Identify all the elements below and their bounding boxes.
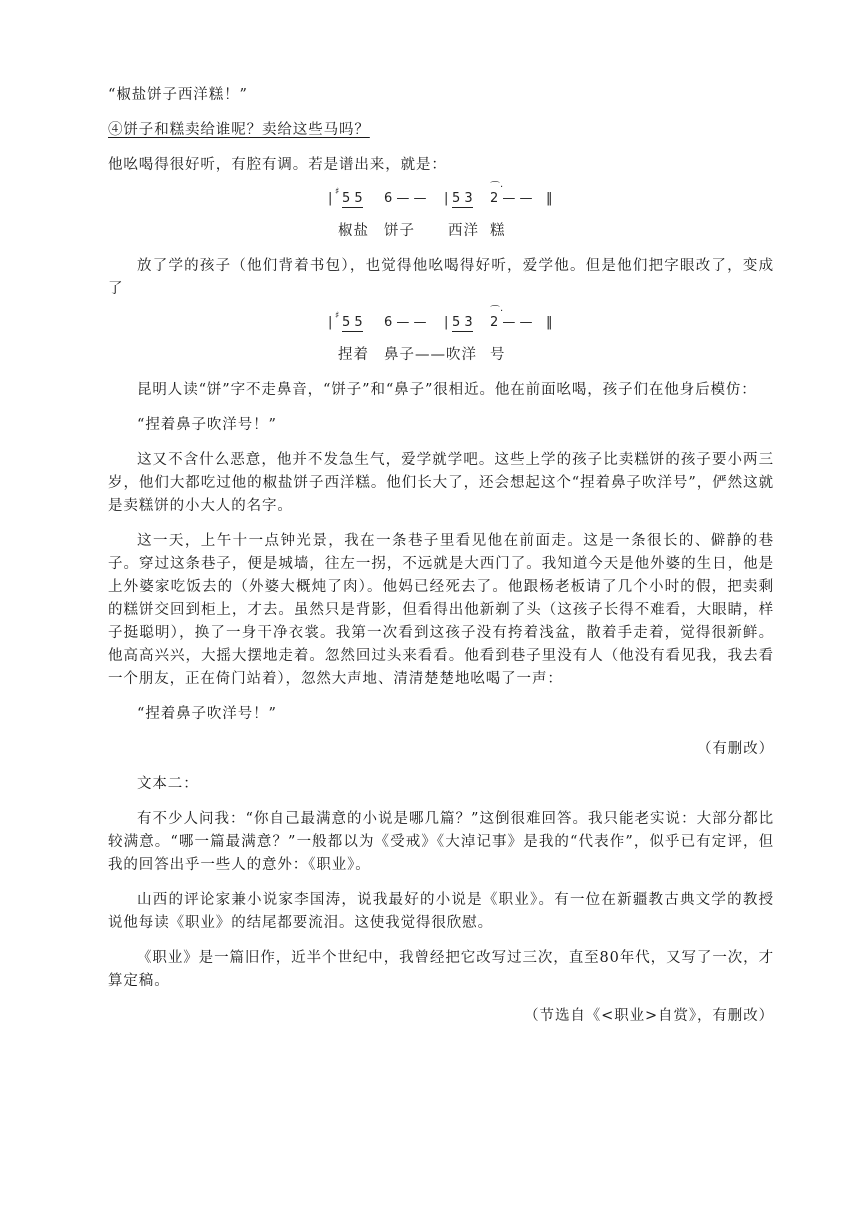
score-1-barline-start: | [328,191,333,206]
document-body [108,84,774,1040]
fermata-icon: ⌒· [490,182,504,193]
score-2-lyrics [328,343,568,367]
score-2-barline-mid: | [444,315,449,330]
score-2-notes [328,306,568,337]
score-2-lyric: 鼻子——吹洋 [384,347,477,363]
score-1-notes-53: 5 3 [452,191,473,206]
text-two-label: 文本二： [137,776,199,792]
score-2-barline-start: | [328,315,333,330]
score-2-notes-55: 5 5 [342,315,363,330]
note-source: （节选自《<职业>自赏》，有删改） [524,1008,774,1024]
score-1-notes-2: 2 — — [490,191,533,206]
paragraph-kunming: 昆明人读“饼”字不走鼻音，“饼子”和“鼻子”很相近。他在前面吆喝，孩子们在他身后模仿： [137,382,757,398]
score-2-lyric: 捏着 [338,347,369,363]
music-score-2 [328,306,568,373]
score-2-lyric: 号 [490,347,506,363]
quote-cry-3: “捏着鼻子吹洋号！” [137,706,277,722]
paragraph-tune: 他吆喝得很好听，有腔有调。若是谱出来，就是： [108,157,447,173]
paragraph-critic: 山西的评论家兼小说家李国涛，说我最好的小说是《职业》。有一位在新疆教古典文学的教授说他每读《职业》的结尾都要流泪。这使我觉得很欣慰。 [108,892,774,931]
score-1-lyric: 饼子 [384,223,415,239]
score-2-notes-6: 6 — — [384,315,427,330]
fermata-icon: ⌒· [490,306,504,317]
quote-cry-1: “椒盐饼子西洋糕！” [108,87,248,103]
score-1-sharp: ♯ [335,187,340,197]
note-abridged: （有删改） [697,741,774,757]
question-4-text: ④饼子和糕卖给谁呢？卖给这些马吗？ [108,122,370,138]
score-1-lyric: 椒盐 [338,223,369,239]
quote-cry-2: “捏着鼻子吹洋号！” [137,417,277,433]
score-1-lyric: 西洋 [448,223,479,239]
score-1-barline-end: ‖ [546,191,553,206]
score-2-barline-end: ‖ [546,315,553,330]
score-1-notes-55: 5 5 [342,191,363,206]
paragraph-ask: 有不少人问我：“你自己最满意的小说是哪几篇？”这倒很难回答。我只能老实说：大部分都比较满意。“哪一篇最满意？”一般都以为《受戒》《大淖记事》是我的“代表作”，似乎已有定评，但我的回答出乎一些人的意外：《职业》。 [108,811,774,873]
score-2-notes-53: 5 3 [452,315,473,330]
score-1-notes-6: 6 — — [384,191,427,206]
paragraph-kids: 放了学的孩子（他们背着书包），也觉得他吆喝得好听，爱学他。但是他们把字眼改了，变成了 [108,258,774,297]
question-4 [108,119,774,142]
score-1-lyric: 糕 [490,223,506,239]
paragraph-malice: 这又不含什么恶意，他并不发急生气，爱学就学吧。这些上学的孩子比卖糕饼的孩子要小两三岁，他们大都吃过他的椒盐饼子西洋糕。他们长大了，还会想起这个“捏着鼻子吹洋号”，俨然这就是卖糕饼的小大人的名字。 [108,452,774,514]
paragraph-old-work: 《职业》是一篇旧作，近半个世纪中，我曾经把它改写过三次，直至80年代，又写了一次，才算定稿。 [108,950,774,989]
score-2-sharp: ♯ [335,311,340,321]
score-2-notes-2: 2 — — [490,315,533,330]
music-score-1 [328,182,568,249]
score-1-notes [328,182,568,213]
score-1-lyrics [328,219,568,243]
paragraph-day: 这一天，上午十一点钟光景，我在一条巷子里看见他在前面走。这是一条很长的、僻静的巷子。穿过这条巷子，便是城墙，往左一拐，不远就是大西门了。我知道今天是他外婆的生日，他是上外婆家吃饭去的（外婆大概炖了肉）。他妈已经死去了。他跟杨老板请了几个小时的假，把卖剩的糕饼交回到柜上，才去。虽然只是背影，但看得出他新剃了头（这孩子长得不难看，大眼睛，样子挺聪明），换了一身干净衣裳。我第一次看到这孩子没有挎着浅盆，散着手走着，觉得很新鲜。他高高兴兴，大摇大摆地走着。忽然回过头来看看。他看到巷子里没有人（他没有看见我，我去看一个朋友，正在倚门站着），忽然大声地、清清楚楚地吆喝了一声： [108,533,774,687]
score-1-barline-mid: | [444,191,449,206]
